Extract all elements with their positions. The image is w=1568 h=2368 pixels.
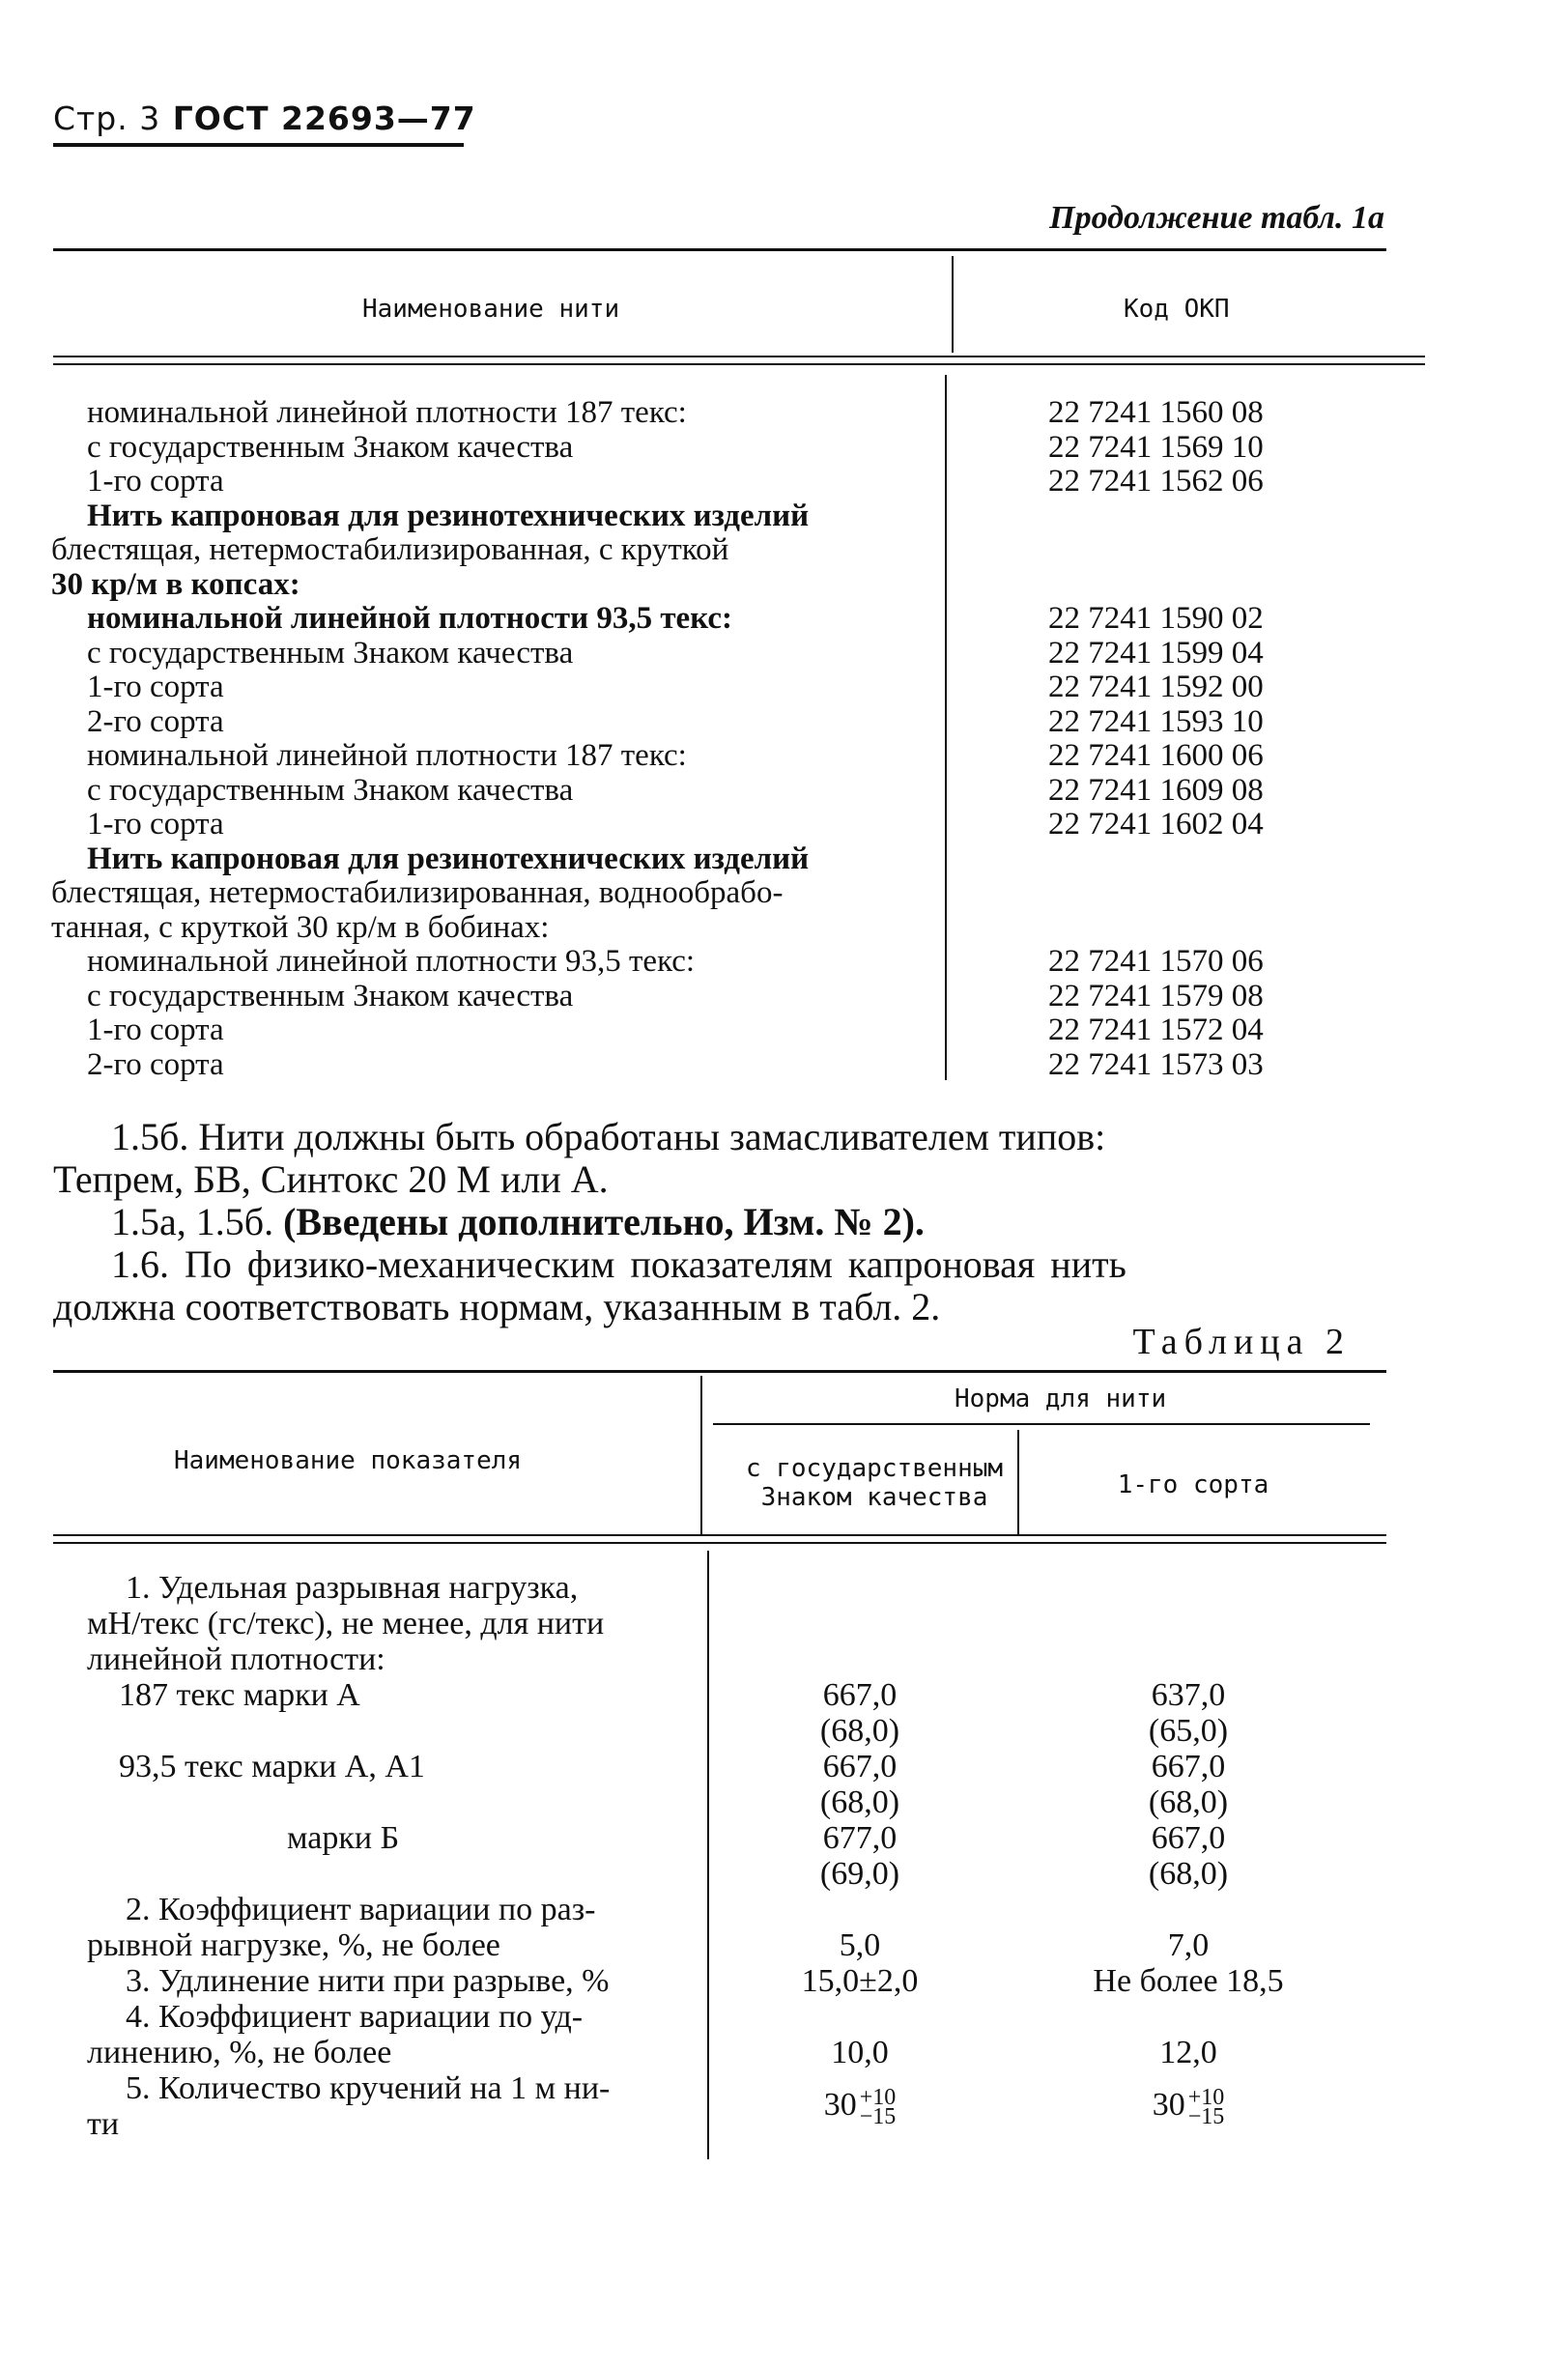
- row5-name-cont: ти: [87, 2106, 120, 2142]
- name-line: линейной плотности:: [87, 1641, 385, 1677]
- name-line: 2. Коэффициент вариации по раз-: [126, 1892, 596, 1927]
- paragraph-1-5b: [53, 1116, 1386, 1201]
- table1-row-name: с государственным Знаком качества: [87, 635, 574, 670]
- r3-quality: 15,0±2,0: [801, 1963, 919, 1999]
- table1-row-name: Нить капроновая для резинотехнических изделий: [87, 841, 810, 876]
- table1-row-name: номинальной линейной плотности 93,5 текс:: [87, 601, 733, 636]
- table1-row-name: 1-го сорта: [87, 1013, 224, 1047]
- row1b-name: 93,5 текс марки А, А1: [119, 1749, 425, 1784]
- amendment-bold: (Введены дополнительно, Изм. № 2).: [283, 1200, 925, 1243]
- row1a-name: 187 текс марки А: [119, 1677, 360, 1713]
- r4-grade: 12,0: [1159, 2035, 1217, 2070]
- table1-header-divider: [952, 256, 954, 353]
- table2-header-rule-2: [53, 1542, 1386, 1544]
- table1-names: [51, 395, 937, 1082]
- table1-row-name: 2-го сорта: [87, 1046, 224, 1082]
- value: (68,0): [1148, 1856, 1229, 1892]
- twist-tolerance: [859, 2085, 897, 2130]
- amendment-prefix: 1.5а, 1.5б.: [111, 1200, 274, 1243]
- r1c-grade: [1077, 1820, 1299, 1892]
- table1-row-code: 22 7241 1572 04: [1048, 1013, 1264, 1047]
- table1-row-code: 22 7241 1600 06: [1048, 738, 1264, 773]
- table2-norm-rule: [713, 1423, 1370, 1425]
- tol-plus: +10: [1187, 2085, 1225, 2111]
- table1-row-code: [1048, 499, 1338, 534]
- amendment-note: [53, 1201, 1444, 1243]
- table1-row-code: [1048, 911, 1338, 946]
- twist-tolerance: [1187, 2085, 1225, 2130]
- table2-subheader-divider: [1017, 1430, 1019, 1534]
- table1-row-name: 1-го сорта: [87, 670, 224, 704]
- table2-col-norm: Норма для нити: [955, 1384, 1167, 1413]
- paragraph-line: [53, 1116, 1386, 1158]
- twist-base: 30: [823, 2087, 857, 2123]
- table2-col-quality: [734, 1454, 1014, 1512]
- row2-name: [126, 1892, 667, 1927]
- table1-row-code: 22 7241 1599 04: [1048, 635, 1264, 670]
- value: (69,0): [819, 1856, 900, 1892]
- value: 667,0: [1151, 1820, 1226, 1856]
- row2-name-cont: рывной нагрузке, %, не более: [87, 1927, 500, 1963]
- tol-minus: −15: [1187, 2104, 1225, 2130]
- table1-header-rule-1: [53, 356, 1425, 357]
- table1-row-code: 22 7241 1609 08: [1048, 772, 1264, 808]
- table1-body-divider: [945, 375, 947, 1080]
- value: (65,0): [1148, 1713, 1229, 1749]
- table2-body-divider: [707, 1551, 709, 2159]
- gost-number: ГОСТ 22693—77: [172, 100, 476, 137]
- table1-row-code: 22 7241 1602 04: [1048, 807, 1264, 842]
- table1-row-name: танная, с круткой 30 кр/м в бобинах:: [51, 909, 550, 945]
- table1-row-name: 1-го сорта: [87, 464, 224, 499]
- table1-row-name: номинальной линейной плотности 187 текс:: [87, 395, 687, 430]
- table1-col-name: Наименование нити: [362, 295, 620, 324]
- table1-row-name: 1-го сорта: [87, 807, 224, 842]
- paragraph-1-6: [53, 1243, 1386, 1328]
- table1-codes: [1048, 396, 1338, 1082]
- r3-grade: Не более 18,5: [1093, 1963, 1284, 1999]
- r2-grade: 7,0: [1167, 1927, 1210, 1963]
- table1-row-name: Нить капроновая для резинотехнических изделий: [87, 498, 810, 533]
- table1-row-name: 30 кр/м в копсах:: [51, 566, 300, 602]
- r1a-grade: [1077, 1677, 1299, 1749]
- table1-row-code: [1048, 876, 1338, 911]
- r5-quality: [749, 2085, 971, 2130]
- table1-row-name: с государственным Знаком качества: [87, 429, 574, 465]
- paragraph-line: Тепрем, БВ, Синтокс 20 М или А.: [53, 1157, 609, 1201]
- table1-row-name: блестящая, нетермостабилизированная, воднообрабо-: [51, 875, 784, 910]
- table1-row-code: 22 7241 1590 02: [1048, 601, 1264, 636]
- header-rule: [53, 143, 464, 147]
- row4-name-cont: линению, %, не более: [87, 2035, 392, 2070]
- continuation-label: Продолжение табл. 1а: [1049, 200, 1384, 236]
- row1c-name: марки Б: [287, 1820, 400, 1856]
- paragraph-line: 1.6. По физико-механическим показателям капроновая нить: [111, 1242, 1126, 1286]
- table1-row-name: с государственным Знаком качества: [87, 978, 574, 1013]
- row1-name: [126, 1570, 667, 1606]
- table1-row-code: 22 7241 1570 06: [1048, 944, 1264, 979]
- table1-row-code: 22 7241 1592 00: [1048, 670, 1264, 704]
- page-header: [53, 100, 476, 137]
- name-line: мН/текс (гс/текс), не менее, для нити: [87, 1606, 605, 1641]
- table1-row-code: 22 7241 1579 08: [1048, 978, 1264, 1013]
- r4-quality: 10,0: [831, 2035, 889, 2070]
- value: 677,0: [822, 1820, 898, 1856]
- name-line: [126, 1570, 667, 1606]
- col-quality-line2: Знаком качества: [760, 1483, 988, 1512]
- paragraph-text: 1.5б. Нити должны быть обработаны замасливателем типов:: [111, 1115, 1106, 1158]
- table2-header-rule-1: [53, 1534, 1386, 1536]
- twist-base: 30: [1152, 2087, 1185, 2123]
- value: 667,0: [822, 1749, 898, 1784]
- table1-col-code: Код ОКП: [1124, 295, 1230, 324]
- value: 667,0: [1151, 1749, 1226, 1784]
- table1-row-code: [1048, 568, 1338, 603]
- table2-header-divider: [700, 1376, 702, 1535]
- paragraph-line: должна соответствовать нормам, указанным в табл. 2.: [53, 1285, 941, 1328]
- r1a-quality: [749, 1677, 971, 1749]
- tol-minus: −15: [859, 2104, 897, 2130]
- value: 667,0: [822, 1677, 898, 1713]
- r5-grade: [1077, 2085, 1299, 2130]
- table2-col-grade: 1-го сорта: [1117, 1470, 1269, 1499]
- table2-col-name: Наименование показателя: [174, 1446, 523, 1475]
- table1-row-code: 22 7241 1569 10: [1048, 429, 1264, 465]
- table2-title: Таблица 2: [1132, 1322, 1351, 1362]
- page-number: Стр. 3: [53, 100, 161, 137]
- table1-row-code: [1048, 842, 1338, 877]
- row4-name: 4. Коэффициент вариации по уд-: [126, 1999, 584, 2035]
- table2-top-rule: [53, 1370, 1386, 1373]
- table1-row-name: номинальной линейной плотности 187 текс:: [87, 738, 687, 773]
- r1b-quality: [749, 1749, 971, 1820]
- table1-top-rule: [53, 248, 1386, 251]
- table1-row-name: 2-го сорта: [87, 703, 224, 739]
- name-line-text: 1. Удельная разрывная нагрузка,: [126, 1570, 579, 1606]
- table1-row-name-text: блестящая, нетермостабилизированная, с круткой: [51, 532, 729, 567]
- table1-row-name: с государственным Знаком качества: [87, 772, 574, 808]
- tol-plus: +10: [859, 2085, 897, 2111]
- value: (68,0): [819, 1784, 900, 1820]
- table1-row-code: 22 7241 1562 06: [1048, 464, 1264, 499]
- table1-row-code: [1048, 533, 1338, 568]
- value: (68,0): [1148, 1784, 1229, 1820]
- value: (68,0): [819, 1713, 900, 1749]
- row1-name-cont: [87, 1606, 667, 1677]
- table1-row-code: 22 7241 1573 03: [1048, 1046, 1264, 1082]
- table1-row-name: [51, 533, 935, 568]
- r1c-quality: [749, 1820, 971, 1892]
- table1-row-name: номинальной линейной плотности 93,5 текс:: [87, 944, 696, 979]
- r1b-grade: [1077, 1749, 1299, 1820]
- col-quality-line1: с государственным: [745, 1454, 1004, 1483]
- table1-row-code: 22 7241 1560 08: [1048, 395, 1264, 430]
- r2-quality: 5,0: [839, 1927, 881, 1963]
- row3-name: 3. Удлинение нити при разрыве, %: [126, 1963, 610, 1999]
- value: 637,0: [1151, 1677, 1226, 1713]
- table1-header-rule-2: [53, 363, 1425, 365]
- row5-name: 5. Количество кручений на 1 м ни-: [126, 2070, 611, 2106]
- table1-row-code: 22 7241 1593 10: [1048, 703, 1264, 739]
